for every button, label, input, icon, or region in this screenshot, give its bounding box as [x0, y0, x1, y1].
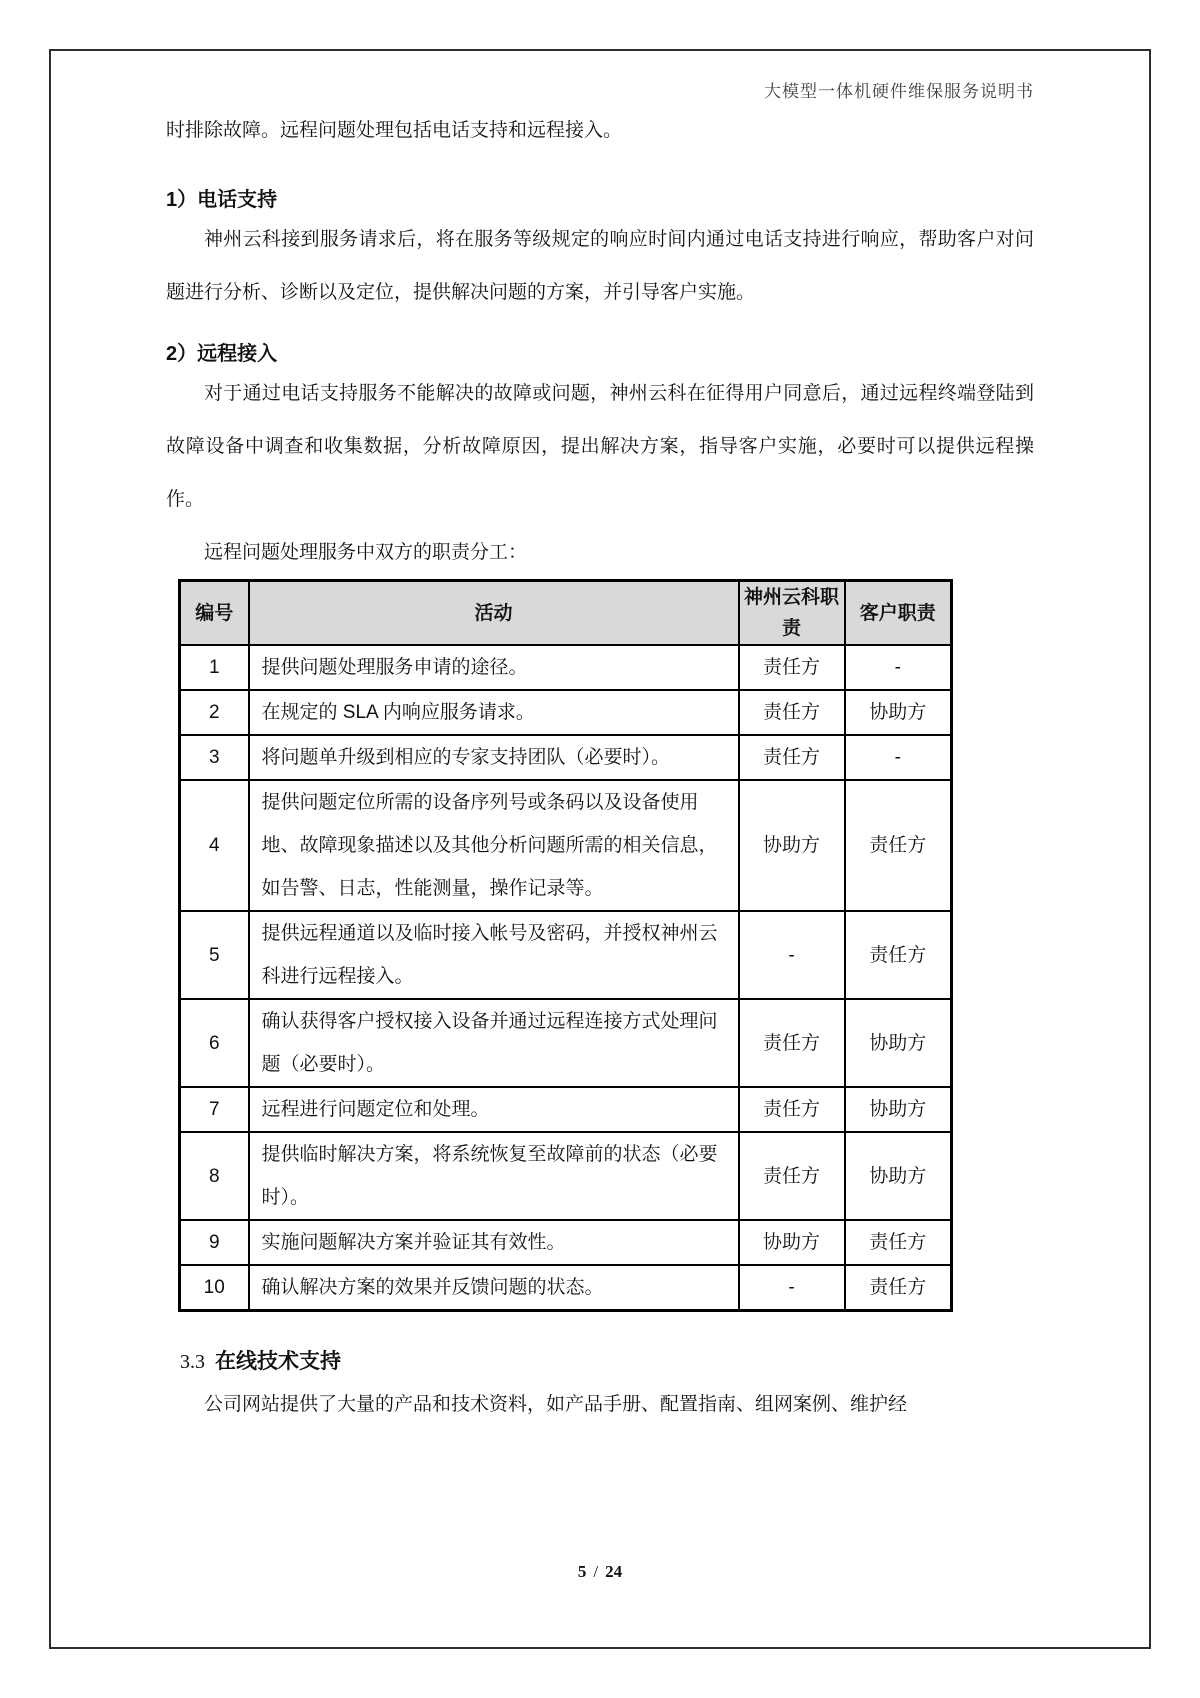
table-row — [180, 1087, 952, 1132]
cell-vendor: 责任方 — [739, 645, 845, 690]
cell-customer: 协助方 — [845, 1132, 952, 1220]
table-row — [180, 1220, 952, 1265]
section-number: 3.3 — [180, 1351, 205, 1373]
table-row — [180, 1132, 952, 1220]
cell-customer: 协助方 — [845, 999, 952, 1087]
remote-access-heading: 2）远程接入 — [166, 343, 278, 365]
document-header-title: 大模型一体机硬件维保服务说明书 — [764, 82, 1034, 101]
responsibility-table-body — [180, 645, 952, 1311]
cell-customer: 协助方 — [845, 690, 952, 735]
table-row — [180, 645, 952, 690]
cell-no: 3 — [180, 735, 249, 780]
cell-vendor: 协助方 — [739, 1220, 845, 1265]
cell-vendor: 协助方 — [739, 780, 845, 911]
current-page-number: 5 — [577, 1562, 587, 1581]
remote-access-paragraph: 对于通过电话支持服务不能解决的故障或问题，神州云科在征得用户同意后，通过远程终端登陆到故障设备中调查和收集数据，分析故障原因，提出解决方案，指导客户实施，必要时可以提供远程操作。 — [166, 383, 1034, 510]
cell-no: 4 — [180, 780, 249, 911]
cell-customer: 责任方 — [845, 911, 952, 999]
cell-vendor: - — [739, 911, 845, 999]
table-row — [180, 1265, 952, 1311]
cell-no: 7 — [180, 1087, 249, 1132]
cell-activity: 实施问题解决方案并验证其有效性。 — [249, 1220, 739, 1265]
table-row — [180, 735, 952, 780]
page-footer — [0, 1562, 1200, 1582]
cell-no: 1 — [180, 645, 249, 690]
cell-vendor: 责任方 — [739, 735, 845, 780]
cell-customer: 协助方 — [845, 1087, 952, 1132]
table-header-row — [180, 581, 952, 646]
total-page-count: 24 — [605, 1562, 623, 1581]
cell-activity: 提供问题处理服务申请的途径。 — [249, 645, 739, 690]
cell-no: 5 — [180, 911, 249, 999]
cell-vendor: 责任方 — [739, 1087, 845, 1132]
cell-no: 9 — [180, 1220, 249, 1265]
cell-activity: 在规定的 SLA 内响应服务请求。 — [249, 690, 739, 735]
responsibility-table — [178, 579, 953, 1312]
header-cell-no: 编号 — [180, 581, 249, 646]
cell-no: 6 — [180, 999, 249, 1087]
cell-activity: 将问题单升级到相应的专家支持团队（必要时）。 — [249, 735, 739, 780]
cell-no: 10 — [180, 1265, 249, 1311]
cell-customer: - — [845, 645, 952, 690]
cell-vendor: 责任方 — [739, 1132, 845, 1220]
cell-activity: 确认获得客户授权接入设备并通过远程连接方式处理问题（必要时）。 — [249, 999, 739, 1087]
table-row — [180, 690, 952, 735]
responsibility-table-head — [180, 581, 952, 646]
table-lead-in: 远程问题处理服务中双方的职责分工： — [204, 542, 528, 563]
phone-support-heading: 1）电话支持 — [166, 189, 278, 211]
section-title: 在线技术支持 — [215, 1350, 341, 1373]
table-row — [180, 911, 952, 999]
cell-activity: 提供远程通道以及临时接入帐号及密码，并授权神州云科进行远程接入。 — [249, 911, 739, 999]
cell-activity: 提供临时解决方案，将系统恢复至故障前的状态（必要时）。 — [249, 1132, 739, 1220]
cell-customer: 责任方 — [845, 780, 952, 911]
phone-support-paragraph: 神州云科接到服务请求后，将在服务等级规定的响应时间内通过电话支持进行响应，帮助客户对问题进行分析、诊断以及定位，提供解决问题的方案，并引导客户实施。 — [166, 229, 1034, 303]
cell-no: 2 — [180, 690, 249, 735]
header-cell-activity: 活动 — [249, 581, 739, 646]
table-row — [180, 999, 952, 1087]
cell-vendor: - — [739, 1265, 845, 1311]
table-row — [180, 780, 952, 911]
cell-customer: - — [845, 735, 952, 780]
cell-customer: 责任方 — [845, 1220, 952, 1265]
intro-paragraph: 时排除故障。远程问题处理包括电话支持和远程接入。 — [166, 120, 623, 141]
cell-no: 8 — [180, 1132, 249, 1220]
cell-activity: 提供问题定位所需的设备序列号或条码以及设备使用地、故障现象描述以及其他分析问题所需的相关信息，如告警、日志，性能测量，操作记录等。 — [249, 780, 739, 911]
cell-activity: 远程进行问题定位和处理。 — [249, 1087, 739, 1132]
cell-customer: 责任方 — [845, 1265, 952, 1311]
online-support-paragraph: 公司网站提供了大量的产品和技术资料，如产品手册、配置指南、组网案例、维护经 — [204, 1394, 908, 1415]
online-support-section-heading — [180, 1348, 1034, 1378]
page-content — [166, 0, 1034, 1431]
cell-vendor: 责任方 — [739, 690, 845, 735]
header-cell-vendor-role: 神州云科职责 — [739, 581, 845, 646]
cell-vendor: 责任方 — [739, 999, 845, 1087]
cell-activity: 确认解决方案的效果并反馈问题的状态。 — [249, 1265, 739, 1311]
page-separator: / — [593, 1562, 599, 1581]
header-cell-customer-role: 客户职责 — [845, 581, 952, 646]
